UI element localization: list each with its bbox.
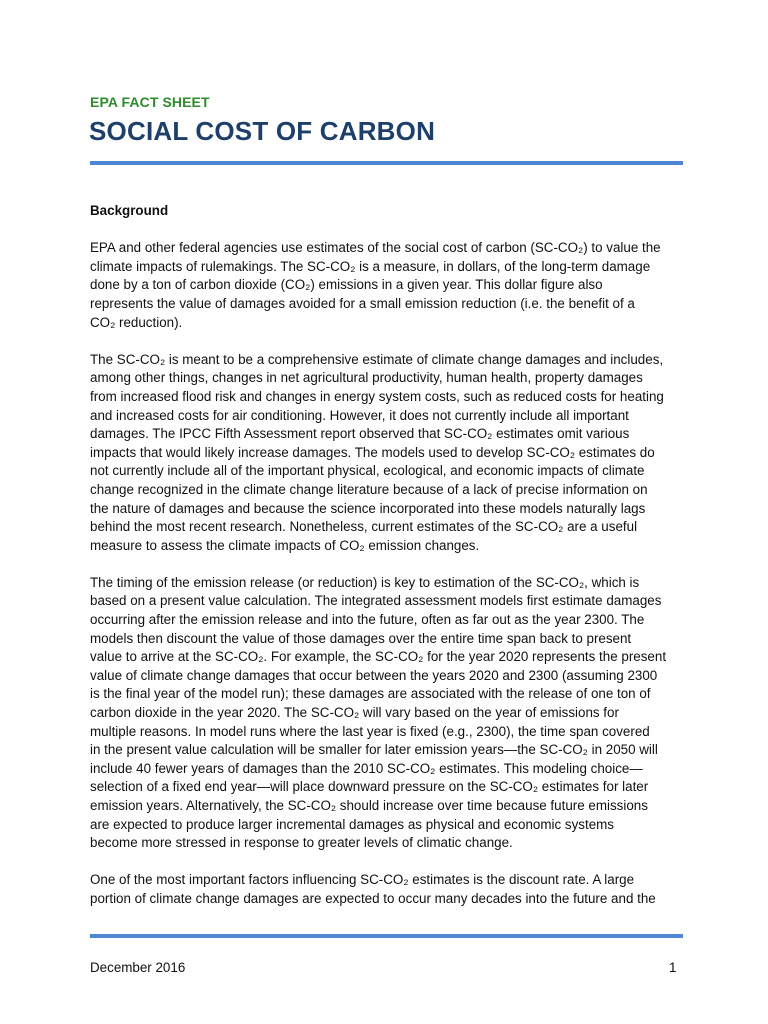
paragraph-line: based on a present value calculation. The integrated assessment models first estimate damages bbox=[90, 593, 662, 609]
paragraph-line: carbon dioxide in the year 2020. The SC-CO₂ will vary based on the year of emissions for bbox=[90, 705, 619, 721]
paragraph-line: climate impacts of rulemakings. The SC-CO₂ is a measure, in dollars, of the long-term damage bbox=[90, 258, 651, 274]
paragraph-line: EPA and other federal agencies use estimates of the social cost of carbon (SC-CO₂) to value the bbox=[90, 240, 661, 256]
paragraph-line: done by a ton of carbon dioxide (CO₂) emissions in a given year. This dollar figure also bbox=[90, 277, 603, 293]
header-divider bbox=[90, 161, 683, 165]
section-heading: Background bbox=[90, 203, 169, 218]
paragraph-line: are expected to produce larger incremental damages as physical and economic systems bbox=[90, 816, 614, 832]
paragraph-line: include 40 fewer years of damages than the 2010 SC-CO₂ estimates. This modeling choice— bbox=[90, 760, 643, 776]
paragraph bbox=[90, 574, 690, 853]
paragraph-line: among other things, changes in net agricultural productivity, human health, property damages bbox=[90, 370, 643, 386]
paragraph-line: from increased flood risk and changes in energy system costs, such as reduced costs for heating bbox=[90, 388, 664, 404]
paragraph-line: impacts that would likely increase damages. The models used to develop SC-CO₂ estimates do bbox=[90, 444, 655, 460]
paragraph-line: occurring after the emission release and into the future, often as far out as the year 2300. The bbox=[90, 612, 645, 628]
paragraph-list bbox=[90, 239, 690, 908]
document-body bbox=[90, 202, 690, 927]
paragraph-line: The timing of the emission release (or reduction) is key to estimation of the SC-CO₂, which is bbox=[90, 574, 640, 590]
paragraph-line: value of climate change damages that occur between the years 2020 and 2300 (assuming 2300 bbox=[90, 667, 658, 683]
paragraph-line: become more stressed in response to greater levels of climatic change. bbox=[90, 835, 513, 851]
footer-divider bbox=[90, 934, 683, 938]
paragraph-line: selection of a fixed end year—will place downward pressure on the SC-CO₂ estimates for later bbox=[90, 779, 649, 795]
paragraph-line: models then discount the value of those damages over the entire time span back to present bbox=[90, 630, 632, 646]
paragraph bbox=[90, 351, 690, 556]
paragraph-line: and increased costs for air conditioning. However, it does not currently include all important bbox=[90, 407, 629, 423]
paragraph-line: change recognized in the climate change literature because of a lack of precise information on bbox=[90, 481, 648, 497]
paragraph-line: damages. The IPCC Fifth Assessment report observed that SC-CO₂ estimates omit various bbox=[90, 426, 630, 442]
paragraph-line: behind the most recent research. Nonetheless, current estimates of the SC-CO₂ are a useful bbox=[90, 519, 638, 535]
fact-sheet-kicker: EPA FACT SHEET bbox=[90, 94, 210, 110]
paragraph-line: is the final year of the model run); these damages are associated with the release of one ton of bbox=[90, 686, 651, 702]
paragraph-line: represents the value of damages avoided for a small emission reduction (i.e. the benefit of a bbox=[90, 295, 635, 311]
paragraph-line: CO₂ reduction). bbox=[90, 314, 183, 330]
paragraph-line: value to arrive at the SC-CO₂. For example, the SC-CO₂ for the year 2020 represents the present bbox=[90, 649, 667, 665]
paragraph bbox=[90, 871, 690, 908]
paragraph-line: the nature of damages and because the science incorporated into these models naturally lags bbox=[90, 500, 646, 516]
footer-date: December 2016 bbox=[90, 960, 186, 975]
paragraph-line: The SC-CO₂ is meant to be a comprehensive estimate of climate change damages and includes, bbox=[90, 351, 664, 367]
paragraph bbox=[90, 239, 690, 332]
document-title: SOCIAL COST OF CARBON bbox=[89, 116, 436, 146]
paragraph-line: measure to assess the climate impacts of CO₂ emission changes. bbox=[90, 537, 480, 553]
paragraph-line: One of the most important factors influencing SC-CO₂ estimates is the discount rate. A large bbox=[90, 872, 635, 888]
paragraph-line: portion of climate change damages are expected to occur many decades into the future and the bbox=[90, 890, 656, 906]
paragraph-line: multiple reasons. In model runs where the last year is fixed (e.g., 2300), the time span covered bbox=[90, 723, 650, 739]
paragraph-line: in the present value calculation will be smaller for later emission years—the SC-CO₂ in 2050 will bbox=[90, 742, 658, 758]
page-number: 1 bbox=[669, 960, 677, 975]
paragraph-line: not currently include all of the important physical, ecological, and economic impacts of climate bbox=[90, 463, 645, 479]
paragraph-line: emission years. Alternatively, the SC-CO₂ should increase over time because future emissions bbox=[90, 798, 648, 813]
